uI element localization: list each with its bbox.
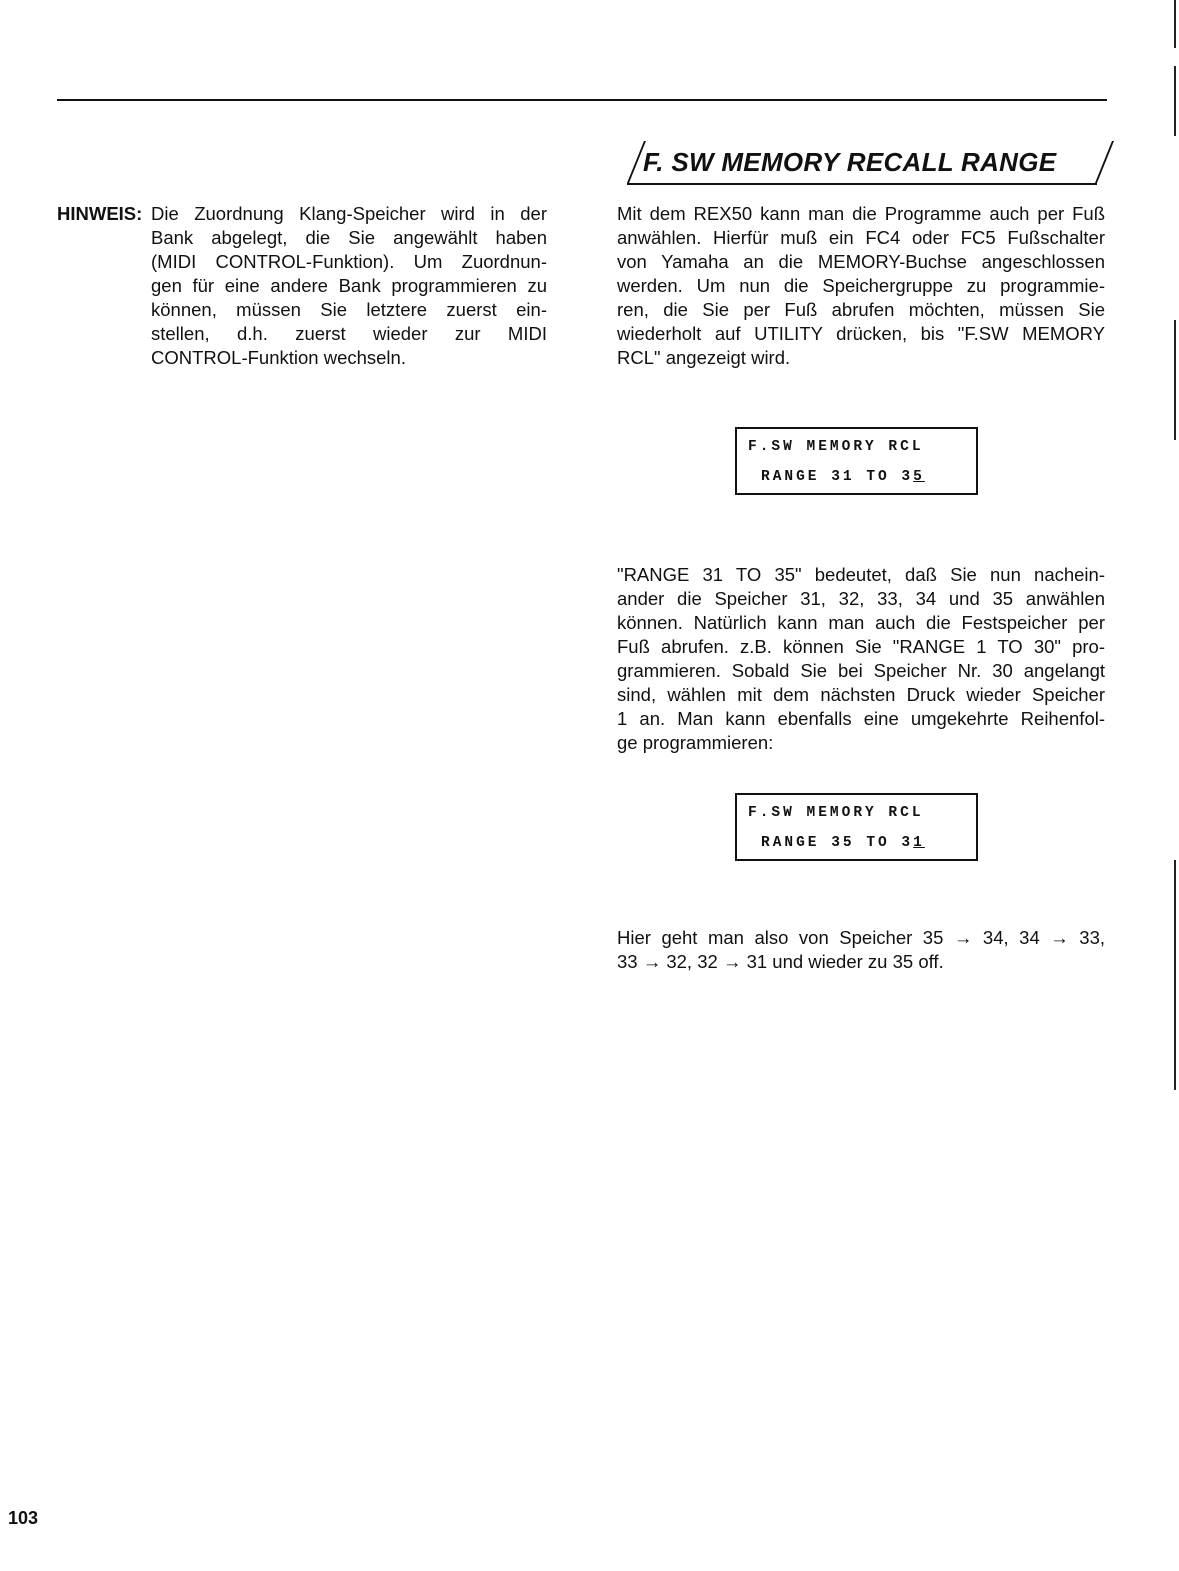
section-title: F. SW MEMORY RECALL RANGE: [643, 147, 1057, 177]
page-edge-mark: [1174, 0, 1176, 48]
paragraph-line: "RANGE 31 TO 35" bedeutet, daß Sie nun nachein-: [617, 564, 1105, 585]
paragraph-reverse-order: [617, 926, 1105, 974]
lcd-cursor-digit: 1: [913, 835, 925, 851]
paragraph-line: grammieren. Sobald Sie bei Speicher Nr. 30 angelangt: [617, 660, 1105, 681]
lcd-line-1: F.SW MEMORY RCL: [748, 439, 924, 455]
lcd-display-range-35-31: [735, 793, 978, 861]
paragraph-line: ge programmieren:: [617, 732, 774, 753]
paragraph-line: RCL" angezeigt wird.: [617, 347, 791, 368]
section-heading: [627, 144, 1097, 185]
lcd-range-text: RANGE 31 TO 3: [761, 469, 914, 485]
hinweis-line: stellen, d.h. zuerst wieder zur MIDI: [151, 323, 547, 344]
hinweis-line: (MIDI CONTROL-Funktion). Um Zuordnun-: [151, 251, 547, 272]
top-rule: [57, 99, 1107, 101]
paragraph-intro: [617, 202, 1105, 370]
hinweis-line: Die Zuordnung Klang-Speicher wird in der: [151, 203, 547, 224]
page-number: 103: [8, 1508, 39, 1528]
paragraph-line: Hier geht man also von Speicher 35 → 34, 34 → 33,: [617, 927, 1105, 948]
paragraph-range-explanation: [617, 563, 1105, 755]
paragraph-line: können. Natürlich kann man auch die Festspeicher per: [617, 612, 1105, 633]
paragraph-line: Fuß abrufen. z.B. können Sie "RANGE 1 TO 30" pro-: [617, 636, 1105, 657]
paragraph-line: Mit dem REX50 kann man die Programme auch per Fuß: [617, 203, 1105, 224]
lcd-line-2: [761, 835, 925, 851]
paragraph-line: werden. Um nun die Speichergruppe zu programmie-: [617, 275, 1105, 296]
paragraph-line: wiederholt auf UTILITY drücken, bis "F.SW MEMORY: [617, 323, 1105, 344]
hinweis-line: CONTROL-Funktion wechseln.: [151, 347, 406, 368]
hinweis-label: HINWEIS:: [57, 203, 143, 224]
paragraph-line: 33 → 32, 32 → 31 und wieder zu 35 off.: [617, 951, 944, 972]
hinweis-line: gen für eine andere Bank programmieren zu: [151, 275, 547, 296]
paragraph-line: ren, die Sie per Fuß abrufen möchten, müssen Sie: [617, 299, 1105, 320]
lcd-line-1: F.SW MEMORY RCL: [748, 805, 924, 821]
hinweis-line: können, müssen Sie letztere zuerst ein-: [151, 299, 547, 320]
paragraph-line: anwählen. Hierfür muß ein FC4 oder FC5 Fußschalter: [617, 227, 1105, 248]
page-edge-mark: [1174, 66, 1176, 136]
hinweis-line: Bank abgelegt, die Sie angewählt haben: [151, 227, 547, 248]
lcd-range-text: RANGE 35 TO 3: [761, 835, 914, 851]
hinweis-note: [151, 202, 547, 370]
lcd-display-range-31-35: [735, 427, 978, 495]
paragraph-line: ander die Speicher 31, 32, 33, 34 und 35 anwählen: [617, 588, 1105, 609]
lcd-line-2: [761, 469, 925, 485]
lcd-cursor-digit: 5: [913, 469, 925, 485]
paragraph-line: sind, wählen mit dem nächsten Druck wieder Speicher: [617, 684, 1105, 705]
paragraph-line: von Yamaha an die MEMORY-Buchse angeschlossen: [617, 251, 1105, 272]
heading-slash-right: [1095, 141, 1114, 183]
page-edge-mark: [1174, 320, 1176, 440]
page-edge-mark: [1174, 860, 1176, 1090]
paragraph-line: 1 an. Man kann ebenfalls eine umgekehrte Reihenfol-: [617, 708, 1105, 729]
